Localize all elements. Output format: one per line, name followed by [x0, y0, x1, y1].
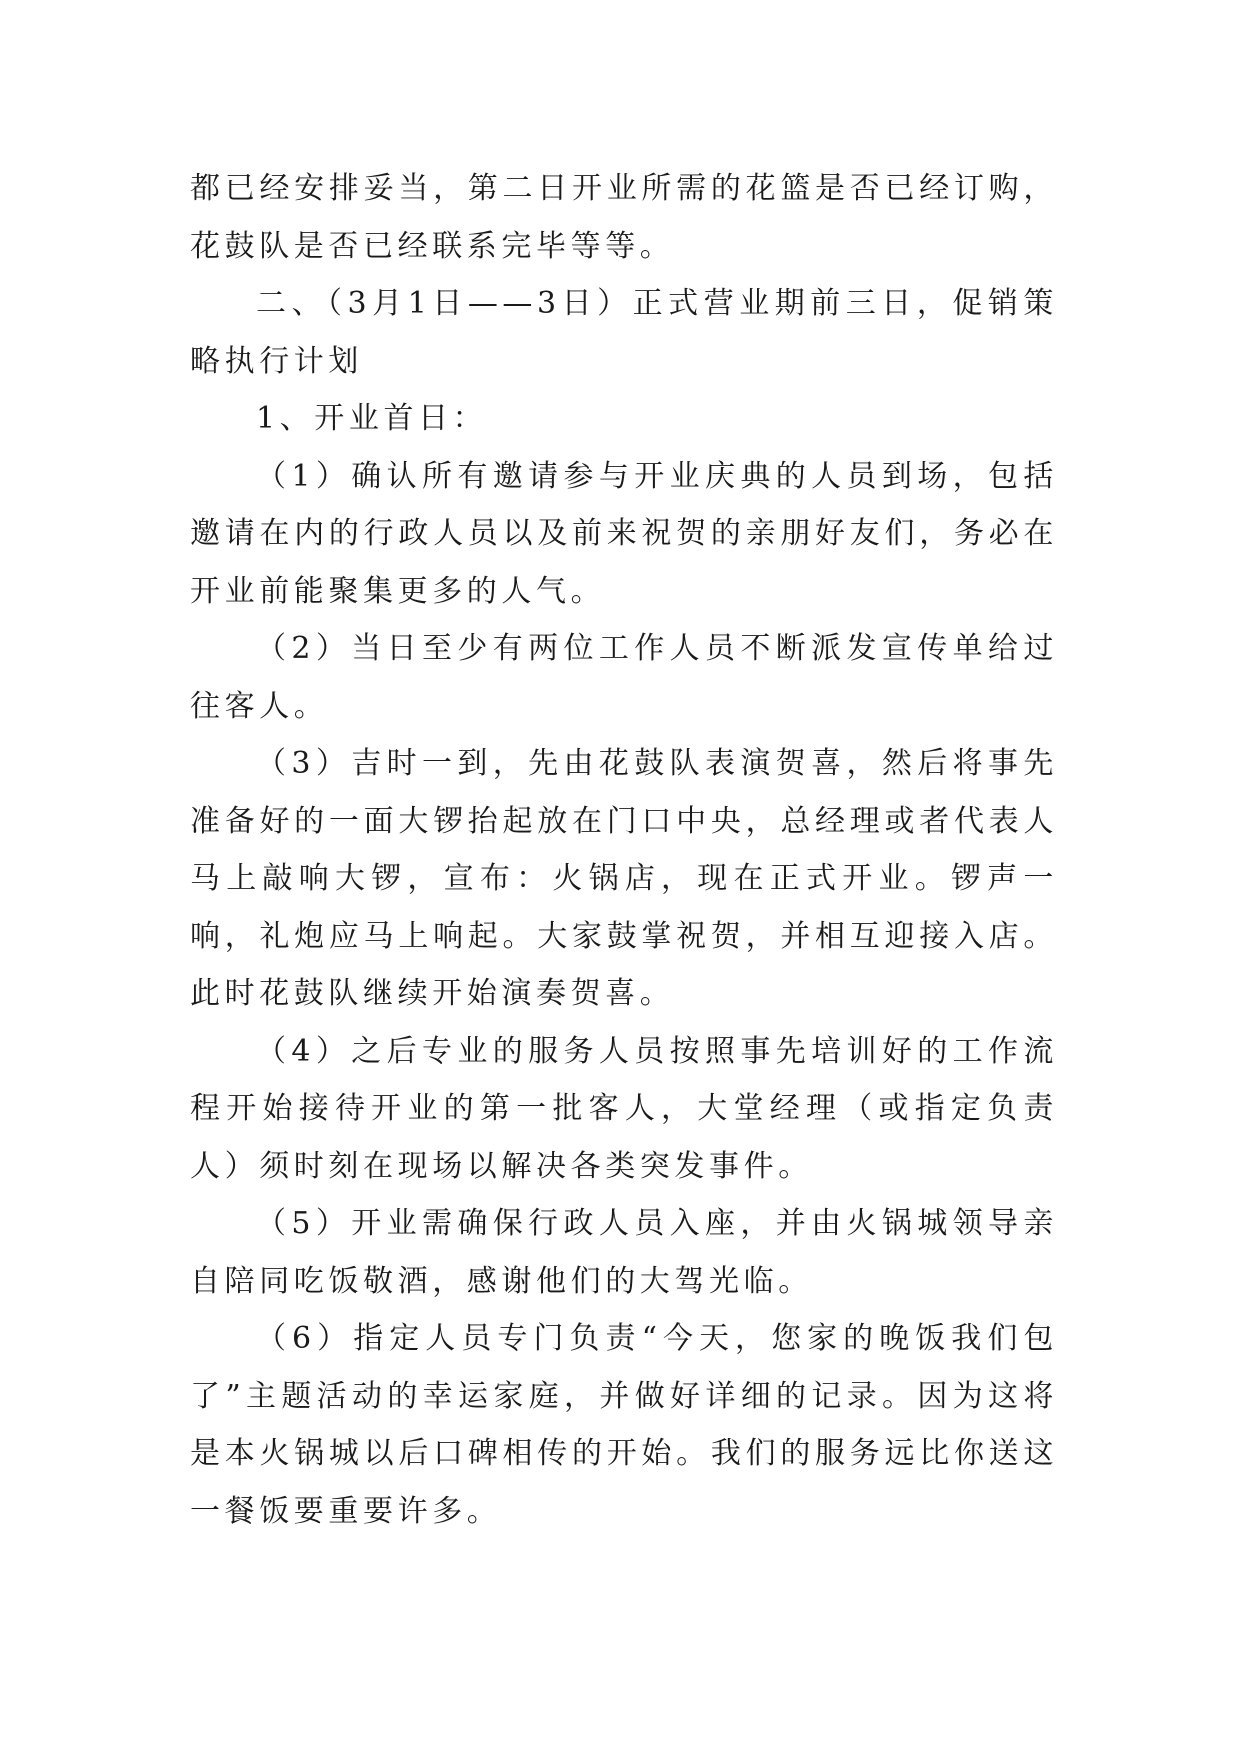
- subsection-heading-opening-day: 1、开业首日：: [256, 401, 488, 436]
- document-body: [190, 160, 1058, 1540]
- list-item-6: （6）指定人员专门负责“今天，您家的晚饭我们包了”主题活动的幸运家庭，并做好详细的记录。因为这将是本火锅城以后口碑相传的开始。我们的服务远比你送这一餐饭要重要许多。: [190, 1321, 1058, 1529]
- paragraph-continuation: 都已经安排妥当，第二日开业所需的花篮是否已经订购，花鼓队是否已经联系完毕等等。: [190, 171, 1058, 264]
- section-heading-two: 二、（3月1日——3日）正式营业期前三日，促销策略执行计划: [190, 286, 1058, 379]
- list-item-2: （2）当日至少有两位工作人员不断派发宣传单给过往客人。: [190, 631, 1058, 724]
- list-item-3: （3）吉时一到，先由花鼓队表演贺喜，然后将事先准备好的一面大锣抬起放在门口中央，总经理或者代表人马上敲响大锣，宣布：火锅店，现在正式开业。锣声一响，礼炮应马上响起。大家鼓掌祝贺，并相互迎接入店。此时花鼓队继续开始演奏贺喜。: [190, 746, 1058, 1011]
- list-item-4: （4）之后专业的服务人员按照事先培训好的工作流程开始接待开业的第一批客人，大堂经理（或指定负责人）须时刻在现场以解决各类突发事件。: [190, 1033, 1058, 1184]
- list-item-5: （5）开业需确保行政人员入座，并由火锅城领导亲自陪同吃饭敬酒，感谢他们的大驾光临。: [190, 1206, 1058, 1299]
- list-item-1: （1）确认所有邀请参与开业庆典的人员到场，包括邀请在内的行政人员以及前来祝贺的亲朋好友们，务必在开业前能聚集更多的人气。: [190, 458, 1058, 609]
